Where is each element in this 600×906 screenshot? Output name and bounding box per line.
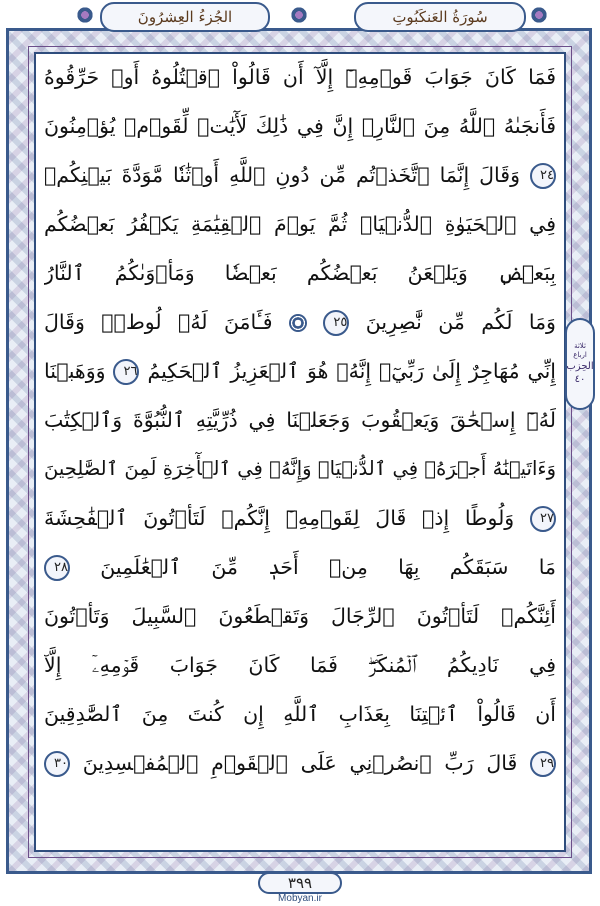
hizb-label: الحِزب (566, 361, 594, 372)
ayah-number-marker: ٢٩ (530, 751, 556, 777)
ayah-number-marker: ٢٨ (44, 555, 70, 581)
juz-header (100, 2, 270, 32)
text-line-6: وَمَا لَكُم مِّن نَّٰصِرِينَ ٢٥ فَـَٔامَنَ لَهُۥ لُوطٞۘ وَقَالَ (44, 310, 556, 334)
text-line-5: بِبَعۡضٖ وَيَلۡعَنُ بَعۡضُكُم بَعۡضٗا وَمَأۡوَىٰكُمُ ٱلنَّارُ (44, 261, 556, 285)
ayah-number-marker: ٣٠ (44, 751, 70, 777)
hizb-quarter: ثلاثة ارباع (573, 342, 587, 359)
page-number: ٣٩٩ (258, 872, 342, 894)
flower-ornament-icon (290, 6, 308, 24)
text-line-2: فَأَنجَىٰهُ ٱللَّهُ مِنَ ٱلنَّارِۚ إِنَّ فِي ذَٰلِكَ لَأٓيَٰتٖ لِّقَوۡمٖ يُؤۡمِنُونَ (44, 114, 556, 138)
text-line-3: ٢٤ وَقَالَ إِنَّمَا ٱتَّخَذۡتُم مِّن دُونِ ٱللَّهِ أَوۡثَٰنٗا مَّوَدَّةَ بَيۡنِكُمۡ (44, 163, 554, 187)
juz-title: الجُزءُ العِشرُونَ (137, 8, 233, 26)
hizb-marker (565, 318, 595, 410)
ayah-number-marker: ٢٧ (530, 506, 556, 532)
ayah-number-marker: ٢٤ (530, 163, 556, 189)
text-line-1: فَمَا كَانَ جَوَابَ قَوۡمِهِۦٓ إِلَّآ أَن قَالُواْ ٱقۡتُلُوهُ أَوۡ حَرِّقُوهُ (44, 65, 556, 89)
text-line-4: فِي ٱلۡحَيَوٰةِ ٱلدُّنۡيَاۖ ثُمَّ يَوۡمَ ٱلۡقِيَٰمَةِ يَكۡفُرُ بَعۡضُكُم (44, 212, 556, 236)
text-line-15: ٢٩ قَالَ رَبِّ ٱنصُرۡنِي عَلَى ٱلۡقَوۡمِ ٱلۡمُفۡسِدِينَ ٣٠ (44, 741, 556, 785)
rub-el-hizb-icon (289, 314, 307, 332)
text-line-8: لَهُۥٓ إِسۡحَٰقَ وَيَعۡقُوبَ وَجَعَلۡنَا فِي ذُرِّيَّتِهِ ٱلنُّبُوَّةَ وَٱلۡكِتَٰبَ (44, 408, 556, 432)
text-line-10: ٢٧ وَلُوطًا إِذۡ قَالَ لِقَوۡمِهِۦٓ إِنَّكُمۡ لَتَأۡتُونَ ٱلۡفَٰحِشَةَ (44, 506, 554, 530)
flower-ornament-icon (76, 6, 94, 24)
text-line-12: أَئِنَّكُمۡ لَتَأۡتُونَ ٱلرِّجَالَ وَتَقۡطَعُونَ ٱلسَّبِيلَ وَتَأۡتُونَ (44, 604, 556, 628)
ayah-number-marker: ٢٥ (323, 310, 349, 336)
flower-ornament-icon (530, 6, 548, 24)
text-line-7: إِنِّي مُهَاجِرٌ إِلَىٰ رَبِّيٓۖ إِنَّهُۥ هُوَ ٱلۡعَزِيزُ ٱلۡحَكِيمُ ٢٦ وَوَهَبۡنَا (44, 359, 556, 383)
text-line-9: وَءَاتَيۡنَٰهُ أَجۡرَهُۥ فِي ٱلدُّنۡيَاۖ وَإِنَّهُۥ فِي ٱلۡأٓخِرَةِ لَمِنَ ٱلصَّٰلِحِينَ (44, 457, 556, 480)
surah-title: سُورَةُ العَنكَبُوتِ (392, 8, 488, 26)
text-line-13: فِي نَادِيكُمُ ٱلۡمُنكَرَۖ فَمَا كَانَ جَوَابَ قَوۡمِهِۦٓ إِلَّآ (44, 653, 556, 677)
surah-header (354, 2, 526, 32)
ayah-number-marker: ٢٦ (113, 359, 139, 385)
text-line-11: مَا سَبَقَكُم بِهَا مِنۡ أَحَدٖ مِّنَ ٱلۡعَٰلَمِينَ ٢٨ (44, 545, 556, 589)
text-line-14: أَن قَالُواْ ٱئۡتِنَا بِعَذَابِ ٱللَّهِ إِن كُنتَ مِنَ ٱلصَّٰدِقِينَ (44, 702, 556, 726)
site-watermark: Mobyan.ir (278, 893, 322, 904)
hizb-number: ٤٠ (574, 374, 586, 385)
